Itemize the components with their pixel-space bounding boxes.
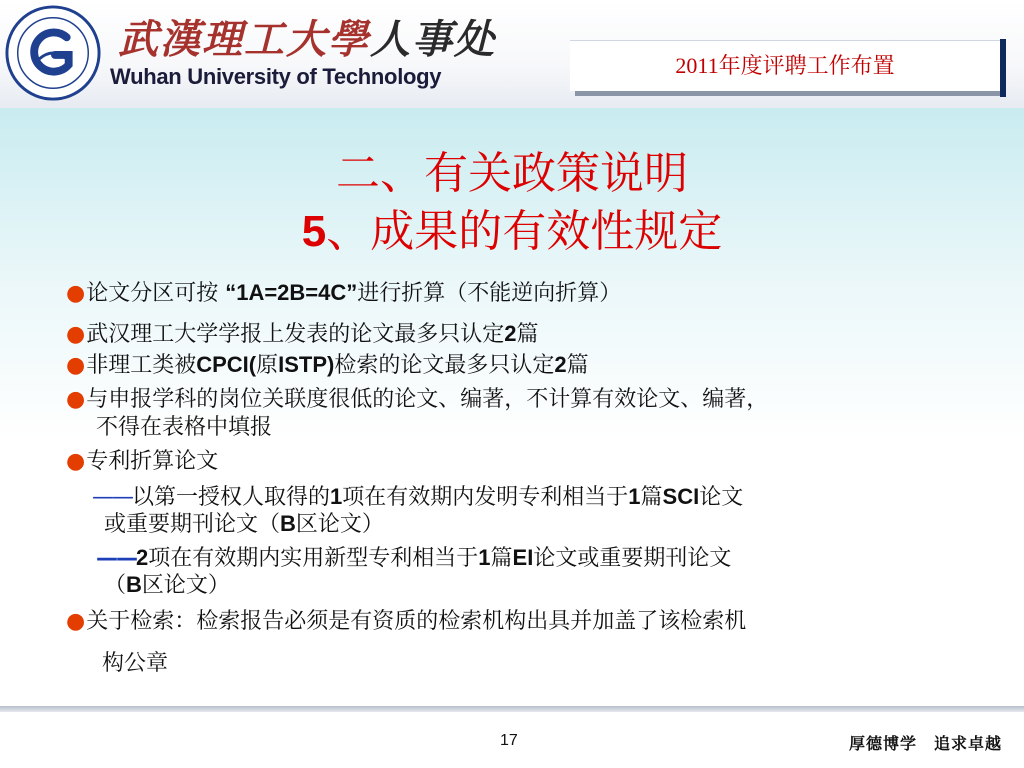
list-item: ●非理工类被CPCI(原ISTP)检索的论文最多只认定2篇 <box>66 352 589 378</box>
sub-item: ——2项在有效期内实用新型专利相当于1篇EI论文或重要期刊论文 <box>96 545 732 571</box>
title-box-accent-bar <box>1000 39 1006 97</box>
sub-item-continuation: 或重要期刊论文（B区论文） <box>104 511 384 537</box>
footer-divider <box>0 706 1024 712</box>
list-item-continuation: 构公章 <box>102 651 169 676</box>
sub-item-continuation: （B区论文） <box>104 572 230 598</box>
list-item: ●专利折算论文 <box>66 449 219 474</box>
list-item: ●论文分区可按 “1A=2B=4C”进行折算（不能逆向折算） <box>66 280 622 306</box>
heading-secondary: 5、成果的有效性规定 <box>301 206 723 257</box>
university-english-name: Wuhan University of Technology <box>110 64 442 89</box>
list-item: ●关于检索：检索报告必须是有资质的检索机构出具并加盖了该检索机 <box>66 609 747 634</box>
list-item-continuation: 不得在表格中填报 <box>96 415 273 440</box>
sub-item: ——以第一授权人取得的1项在有效期内发明专利相当于1篇SCI论文 <box>92 484 744 510</box>
list-item: ●武汉理工大学学报上发表的论文最多只认定2篇 <box>66 321 539 347</box>
heading-primary: 二、有关政策说明 <box>336 148 688 199</box>
slide-title: 2011年度评聘工作布置 <box>675 53 895 78</box>
list-item: ●与申报学科的岗位关联度很低的论文、编著，不计算有效论文、编著， <box>66 387 769 412</box>
university-chinese-name: 武漢理工大學人事处 <box>118 16 496 63</box>
slide-title-box <box>570 40 1000 91</box>
footer-motto: 厚德博学 追求卓越 <box>848 734 1002 753</box>
university-logo-icon <box>4 4 102 102</box>
header-banner <box>0 0 1024 108</box>
page-number: 17 <box>500 732 518 749</box>
